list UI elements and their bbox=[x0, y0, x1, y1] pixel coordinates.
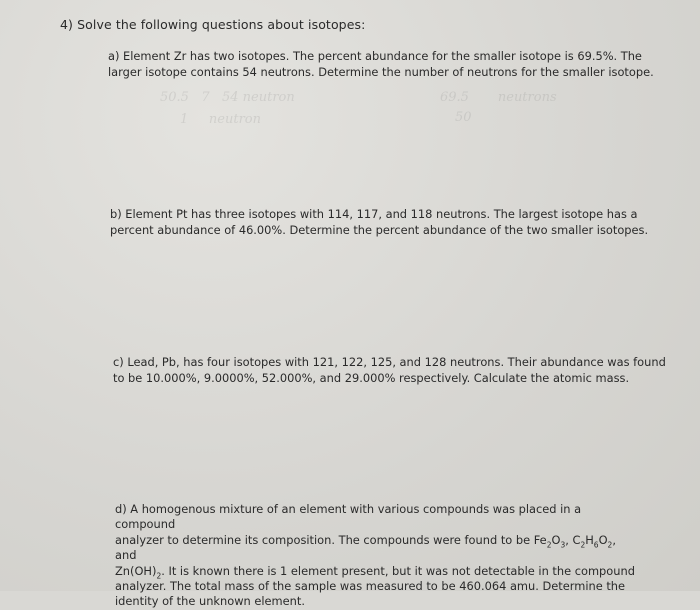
question-b-line: b) Element Pt has three isotopes with 114, 117, and 118 neutrons. The largest isotope has a bbox=[110, 207, 638, 221]
formula-fe2o3: $Fe_2O_3$ bbox=[533, 532, 566, 550]
question-a-line: larger isotope contains 54 neutrons. Determine the number of neutrons for the smaller isotope. bbox=[108, 64, 654, 79]
formula-c2h6o2: $C_2H_6O_2$ bbox=[572, 532, 613, 550]
question-c-line: to be 10.000%, 9.0000%, 52.000%, and 29.000% respectively. Calculate the atomic mass. bbox=[113, 370, 630, 385]
question-b-line: percent abundance of 46.00%. Determine the percent abundance of the two smaller isotopes. bbox=[110, 222, 649, 237]
question-d-line: identity of the unknown element. bbox=[115, 594, 305, 609]
faint-handwriting: 69.5 neutrons bbox=[440, 90, 557, 105]
question-d-line: d) A homogenous mixture of an element with various compounds was placed in a compound bbox=[115, 502, 582, 532]
faint-handwriting: 1 neutron bbox=[180, 112, 262, 127]
question-d-line: analyzer. The total mass of the sample was measured to be 460.064 amu. Determine the bbox=[115, 579, 626, 594]
question-heading: 4) Solve the following questions about isotopes: bbox=[60, 17, 366, 32]
faint-handwriting: 50 bbox=[455, 110, 472, 125]
question-b bbox=[110, 207, 670, 238]
faint-handwriting: 50.5 7 54 neutron bbox=[160, 90, 295, 105]
question-d bbox=[115, 502, 635, 610]
question-d-line: analyzer to determine its composition. The compounds were found to be $Fe_2O_3$, $C_2H_6O_2$, and bbox=[115, 532, 616, 563]
question-d-line: $Zn(OH)_2$. It is known there is 1 element present, but it was not detectable in the compound bbox=[115, 563, 635, 580]
question-a-line: a) Element Zr has two isotopes. The percent abundance for the smaller isotope is 69.5%. The bbox=[108, 49, 642, 63]
question-c bbox=[113, 355, 673, 386]
formula-znoh2: $Zn(OH)_2$ bbox=[115, 563, 162, 580]
question-c-line: c) Lead, Pb, has four isotopes with 121, 122, 125, and 128 neutrons. Their abundance was found bbox=[113, 355, 666, 369]
question-a bbox=[108, 49, 668, 80]
